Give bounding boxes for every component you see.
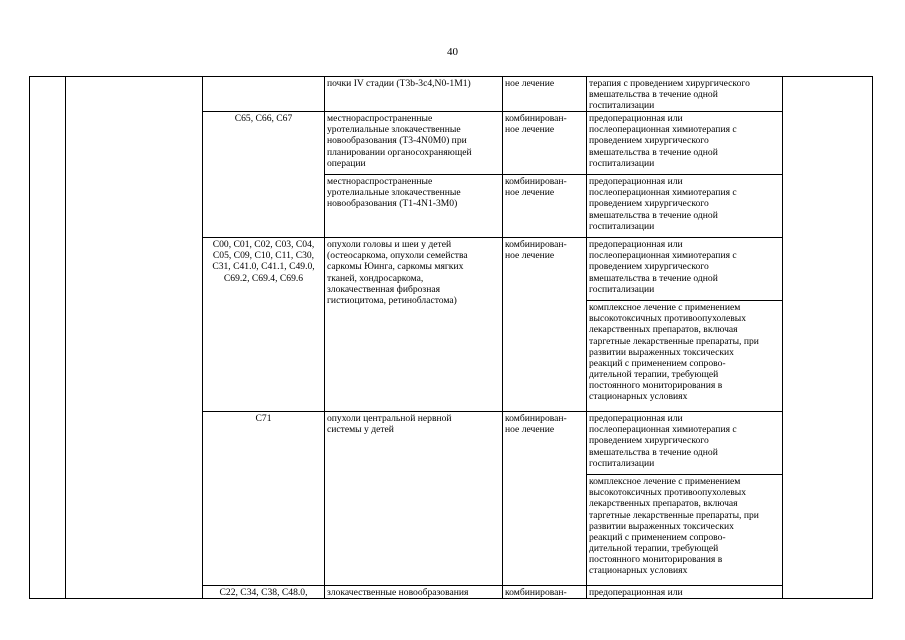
treatment-type-cell: комбинирован- ное лечение: [503, 412, 587, 586]
method-cell: комплексное лечение с применением высокотоксичных противоопухолевых лекарственных препаратов, включая таргетные лекарственные препараты, при развитии выраженных токсических реакций с применением сопрово- дительной терапии, требующей постоянного мониторирования в стационарных условиях: [587, 301, 783, 412]
method-cell: предоперационная или послеоперационная химиотерапия с проведением хирургического вмешательства в течение одной госпитализации: [587, 412, 783, 475]
treatment-type-cell: комбинирован- ное лечение: [503, 238, 587, 412]
treatment-type-cell: комбинирован-: [503, 586, 587, 599]
code-cell: C00, C01, C02, C03, C04, C05, C09, C10, C11, C30, C31, C41.0, C41.1, C49.0, C69.2, C69.4, C69.6: [203, 238, 325, 412]
diagnosis-cell: местнораспространенные уротелиальные злокачественные новообразования (T1-4N1-3M0): [325, 175, 503, 238]
diagnosis-cell: почки IV стадии (T3b-3c4,N0-1M1): [325, 77, 503, 112]
code-cell: C71: [203, 412, 325, 586]
method-cell: комплексное лечение с применением высокотоксичных противоопухолевых лекарственных препаратов, включая таргетные лекарственные препараты, при развитии выраженных токсических реакций с применением сопрово- дительной терапии, требующей постоянного мониторирования в стационарных условиях: [587, 475, 783, 586]
code-cell: [203, 77, 325, 112]
treatment-type-cell: комбинирован- ное лечение: [503, 175, 587, 238]
diagnosis-cell: опухоли центральной нервной системы у детей: [325, 412, 503, 586]
diagnosis-cell: злокачественные новообразования: [325, 586, 503, 599]
diagnosis-cell: местнораспространенные уротелиальные злокачественные новообразования (T3-4N0M0) при планировании органосохраняющей операции: [325, 112, 503, 175]
method-cell: предоперационная или: [587, 586, 783, 599]
index-cell: [30, 77, 66, 599]
treatment-type-cell: комбинирован- ное лечение: [503, 112, 587, 175]
method-cell: предоперационная или послеоперационная химиотерапия с проведением хирургического вмешательства в течение одной госпитализации: [587, 238, 783, 301]
treatment-table: [29, 76, 873, 599]
cost-cell: [783, 77, 873, 599]
treatment-type-cell: ное лечение: [503, 77, 587, 112]
code-cell: C65, C66, C67: [203, 112, 325, 238]
code-cell: C22, C34, C38, C48.0,: [203, 586, 325, 599]
page-number: 40: [447, 46, 458, 58]
method-cell: терапия с проведением хирургического вмешательства в течение одной госпитализации: [587, 77, 783, 112]
table-row: [30, 77, 873, 112]
name-cell: [66, 77, 203, 599]
method-cell: предоперационная или послеоперационная химиотерапия с проведением хирургического вмешательства в течение одной госпитализации: [587, 112, 783, 175]
method-cell: предоперационная или послеоперационная химиотерапия с проведением хирургического вмешательства в течение одной госпитализации: [587, 175, 783, 238]
diagnosis-cell: опухоли головы и шеи у детей (остеосаркома, опухоли семейства саркомы Юинга, саркомы мягких тканей, хондросаркома, злокачественная фиброзная гистиоцитома, ретинобластома): [325, 238, 503, 412]
